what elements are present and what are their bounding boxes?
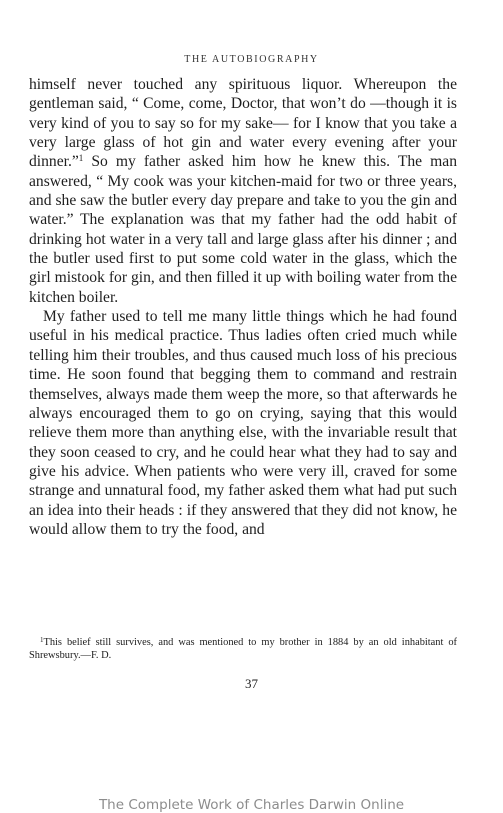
body-text [29,75,457,539]
footnote-reference: 1 [78,153,84,164]
paragraph-1-text-after-ref: So my father asked him how he knew this. The man answered, “ My cook was your kitchen-maid for two or three years, and she saw the butler every day prepare and take to you the gin and water.” The explanation was that my father had the odd habit of drinking hot water in a very tall and large glass after his dinner ; and the butler used first to put some cold water in the glass, which the girl mistook for gin, and then filled it up with boiling water from the kitchen boiler. [29,153,457,306]
paragraph-1 [29,75,457,307]
footnote-mark: 1 [40,636,44,644]
footnote-text: This belief still survives, and was mentioned to my brother in 1884 by an old inhabitant of Shrewsbury.—F. D. [29,637,457,661]
footnote [29,636,457,662]
paragraph-2: My father used to tell me many little things which he had found useful in his medical practice. Thus ladies often cried much while telling him their troubles, and thus caused much loss of his precious time. He soon found that begging them to command and restrain themselves, always made them weep the more, so that afterwards he always encouraged them to go on crying, saying that this would relieve them more than anything else, with the invariable result that they soon ceased to cry, and he could hear what they had to say and give his advice. When patients who were very ill, craved for some strange and unnatural food, my father asked them what had put such an idea into their heads : if they answered that they did not know, he would allow them to try the food, and [29,308,457,538]
page-number: 37 [245,676,258,691]
site-attribution: The Complete Work of Charles Darwin Online [98,797,405,813]
running-head: THE AUTOBIOGRAPHY [184,54,319,65]
paragraph-1-text-before-ref: himself never touched any spirituous liquor. Whereupon the gentleman said, “ Come, come, Doctor, that won’t do —though it is very kind of you to say so for my sake— for I know that you take a very large glass of hot gin and water every evening after your dinner.” [29,76,457,171]
